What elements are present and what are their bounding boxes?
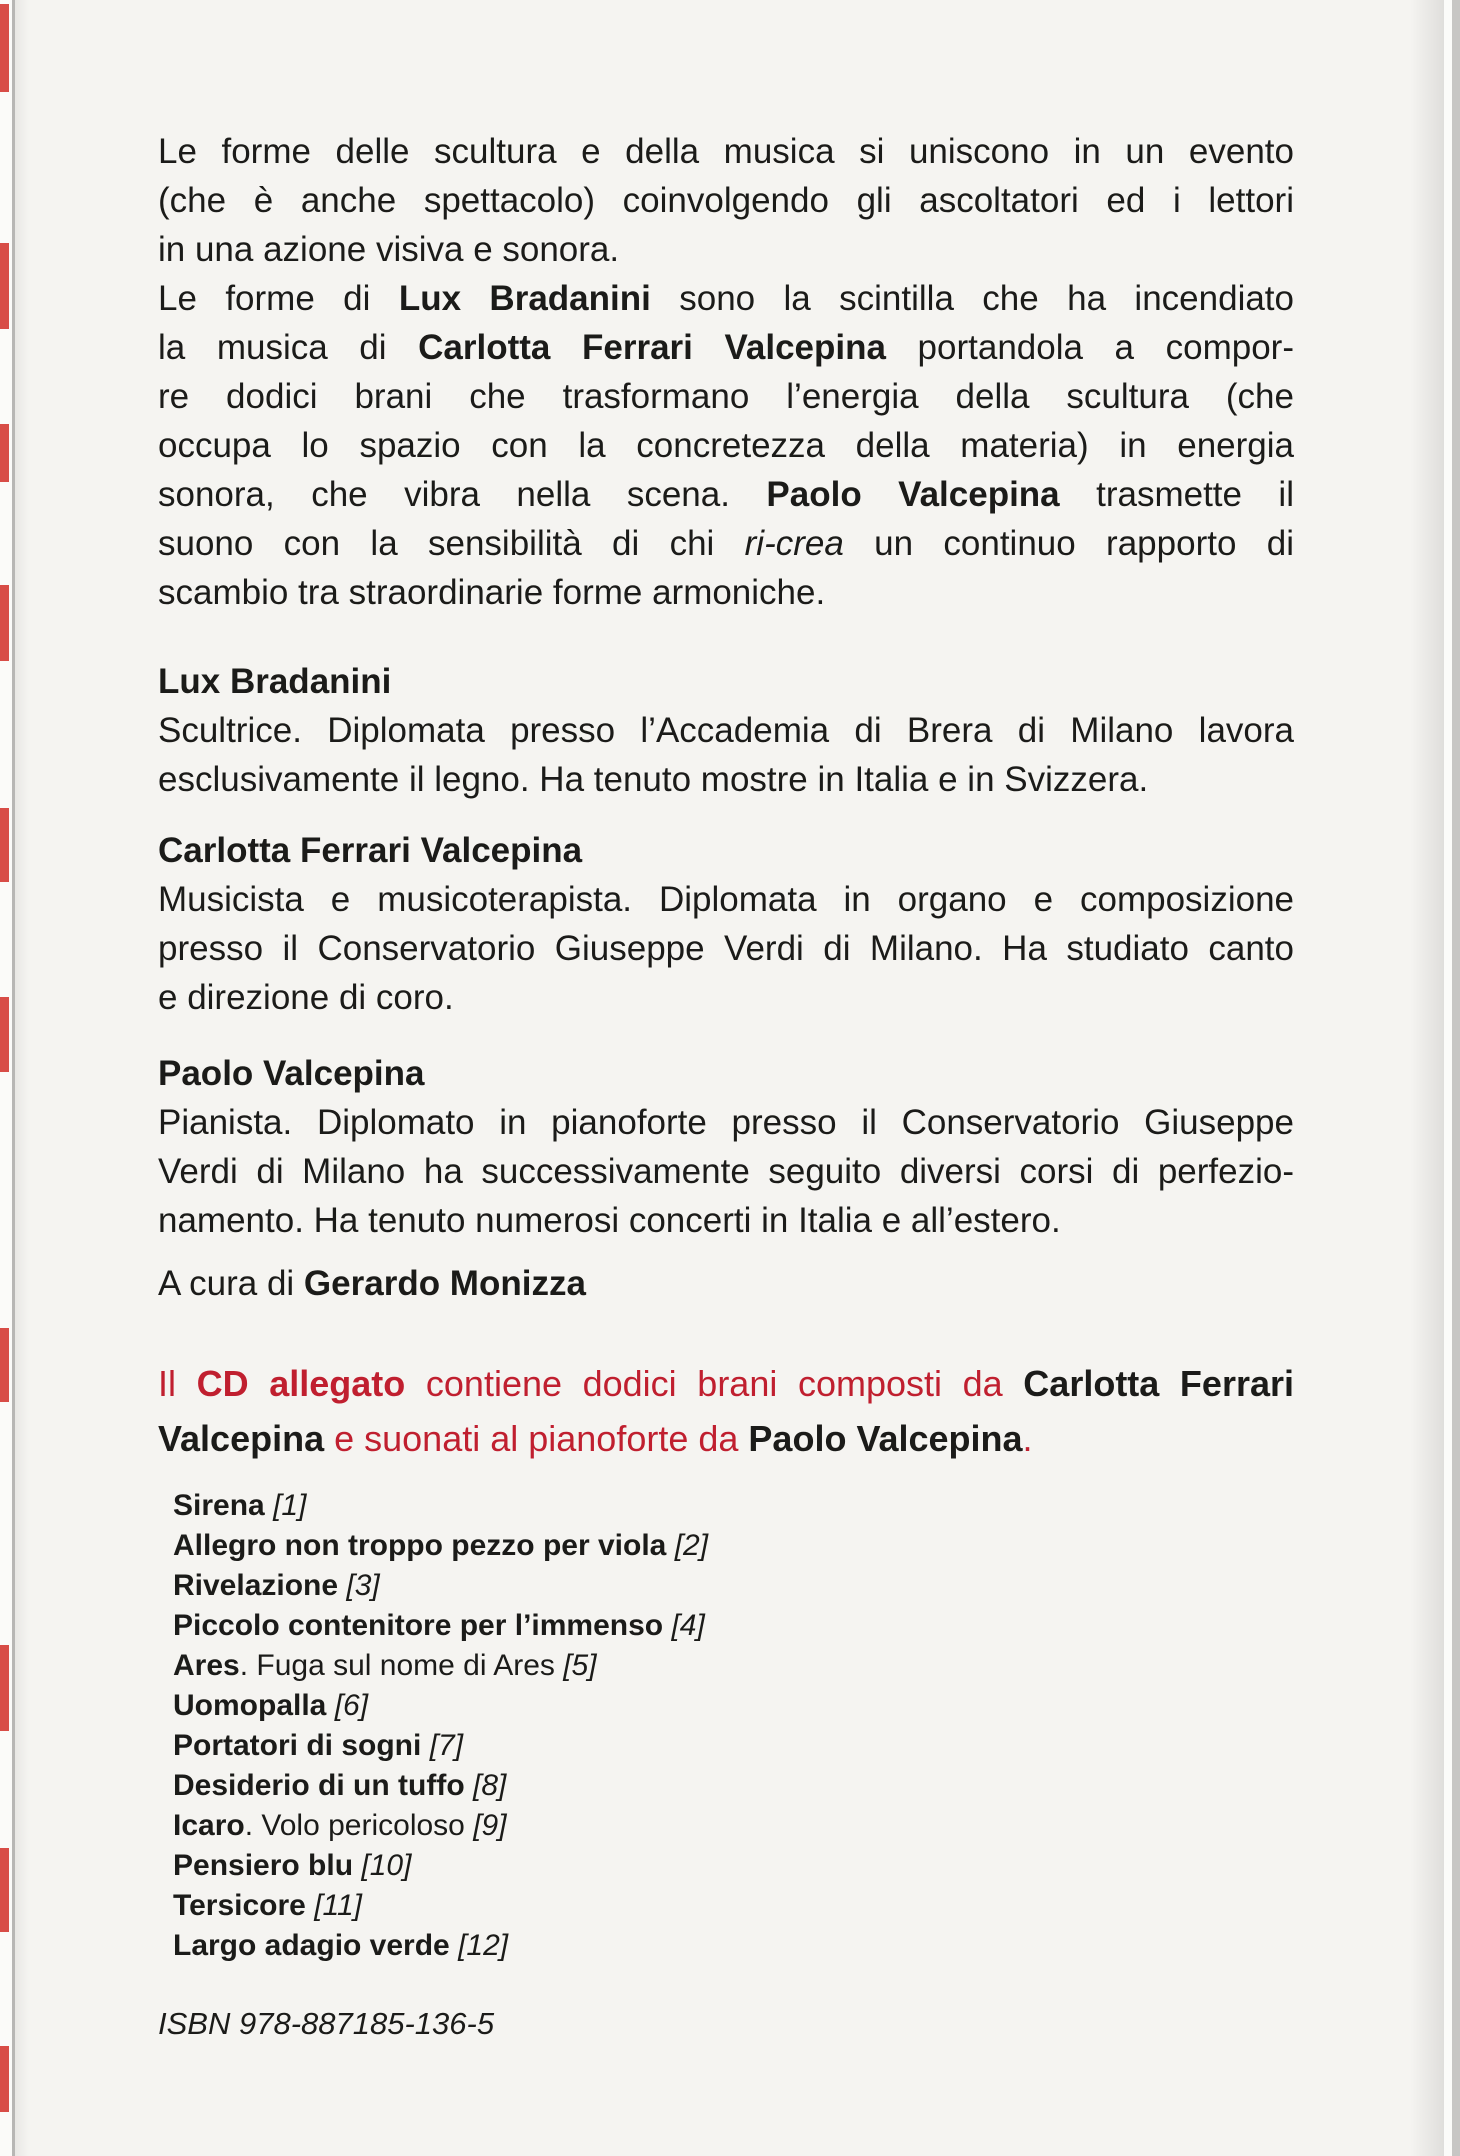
cd-note — [158, 1356, 1294, 1466]
text-segment: Portatori di sogni — [173, 1729, 422, 1762]
text-segment: Lux Bradanini — [158, 662, 392, 701]
text-line — [158, 421, 1294, 470]
text-segment: Carlotta Ferrari — [1023, 1363, 1294, 1404]
text-segment: Le forme di — [158, 279, 399, 318]
left-edge-red-mark — [0, 243, 9, 329]
text-segment: CD allegato — [196, 1363, 406, 1404]
left-edge-red-mark — [0, 808, 9, 882]
text-line — [158, 519, 1294, 568]
text-segment: Piccolo contenitore per l’immenso — [173, 1609, 664, 1642]
heading-carlotta-ferrari-valcepina — [158, 826, 1294, 875]
left-edge-red-mark — [0, 1848, 9, 1932]
heading-paolo-valcepina — [158, 1049, 1294, 1098]
text-segment: Lux Bradanini — [398, 279, 651, 318]
text-segment: Largo adagio verde — [173, 1929, 450, 1962]
text-line — [158, 657, 1294, 706]
bio-lux-bradanini — [158, 706, 1294, 804]
right-edge-shadow — [1410, 0, 1444, 2156]
text-line — [158, 755, 1294, 804]
text-line — [173, 1806, 1294, 1846]
text-line — [158, 225, 1294, 274]
text-segment: [12] — [458, 1929, 509, 1962]
text-segment: Ares — [173, 1649, 240, 1682]
text-line — [158, 875, 1294, 924]
text-segment: Uomopalla — [173, 1689, 327, 1722]
text-segment: Le forme delle scultura e della musica si uniscono in un evento — [158, 132, 1294, 171]
text-line — [173, 1886, 1294, 1926]
text-line — [158, 973, 1294, 1022]
text-segment: Paolo Valcepina — [766, 475, 1060, 514]
text-line — [158, 1196, 1294, 1245]
text-segment: Carlotta Ferrari Valcepina — [158, 831, 583, 870]
text-segment: Valcepina — [158, 1418, 325, 1459]
text-segment: e direzione di coro. — [158, 978, 454, 1017]
text-segment: Pianista. Diplomato in pianoforte presso il Conservatorio Giuseppe — [158, 1103, 1294, 1142]
bio-paolo-valcepina — [158, 1098, 1294, 1245]
text-segment: (che è anche spettacolo) coinvolgendo gli ascoltatori ed i lettori — [158, 181, 1294, 220]
text-segment: [11] — [314, 1889, 363, 1922]
text-segment — [421, 1729, 429, 1762]
text-line — [173, 1646, 1294, 1686]
left-edge-red-mark — [0, 585, 9, 661]
text-segment: Sirena — [173, 1489, 265, 1522]
intro-paragraph — [158, 127, 1294, 617]
text-segment: portandola a compor- — [885, 328, 1294, 367]
text-line — [158, 1147, 1294, 1196]
text-line — [173, 1926, 1294, 1966]
text-segment: [9] — [473, 1809, 507, 1842]
left-edge-red-mark — [0, 4, 9, 92]
page-text — [158, 127, 1294, 2044]
bio-carlotta-ferrari-valcepina — [158, 875, 1294, 1022]
text-line — [158, 176, 1294, 225]
text-line — [158, 706, 1294, 755]
text-line — [158, 323, 1294, 372]
text-segment: sonora, che vibra nella scena. — [158, 475, 767, 514]
text-segment: esclusivamente il legno. Ha tenuto mostre in Italia e in Svizzera. — [158, 760, 1149, 799]
left-edge-red-mark — [0, 1328, 9, 1402]
text-segment — [666, 1529, 674, 1562]
text-segment: ISBN 978-887185-136-5 — [158, 2006, 495, 2041]
isbn-line — [158, 2004, 1294, 2044]
text-line — [158, 1098, 1294, 1147]
text-segment: . Volo pericoloso — [244, 1809, 474, 1842]
text-segment: . Fuga sul nome di Ares — [239, 1649, 564, 1682]
text-segment: re dodici brani che trasformano l’energia della scultura (che — [158, 377, 1294, 416]
text-segment — [306, 1889, 314, 1922]
text-segment: Desiderio di un tuffo — [173, 1769, 465, 1802]
text-line — [158, 826, 1294, 875]
text-segment: la musica di — [158, 328, 419, 367]
text-segment: Tersicore — [173, 1889, 306, 1922]
text-line — [158, 924, 1294, 973]
page-fold-shadow — [15, 0, 29, 2156]
text-segment: Paolo Valcepina — [748, 1418, 1023, 1459]
track-list — [173, 1486, 1294, 1966]
text-segment: sono la scintilla che ha incendiato — [650, 279, 1294, 318]
text-segment — [465, 1769, 473, 1802]
text-segment: namento. Ha tenuto numerosi concerti in Italia e all’estero. — [158, 1201, 1061, 1240]
right-edge-highlight — [1444, 0, 1452, 2156]
left-edge-red-mark — [0, 424, 9, 482]
text-line — [158, 1259, 1294, 1308]
text-segment: Verdi di Milano ha successivamente seguito diversi corsi di perfezio- — [158, 1152, 1294, 1191]
text-segment: presso il Conservatorio Giuseppe Verdi di Milano. Ha studiato canto — [158, 929, 1294, 968]
text-segment: Carlotta Ferrari Valcepina — [418, 328, 886, 367]
text-segment: trasmette il — [1059, 475, 1294, 514]
text-line — [173, 1486, 1294, 1526]
text-line — [173, 1686, 1294, 1726]
text-segment: Il — [158, 1363, 197, 1404]
text-segment: [3] — [346, 1569, 380, 1602]
text-segment: contiene dodici brani composti da — [405, 1363, 1024, 1404]
text-segment: Paolo Valcepina — [158, 1054, 425, 1093]
text-segment: scambio tra straordinarie forme armoniche. — [158, 573, 826, 612]
text-segment: Rivelazione — [173, 1569, 339, 1602]
text-segment: ri-crea — [744, 524, 844, 563]
text-line — [173, 1726, 1294, 1766]
text-segment: [10] — [361, 1849, 412, 1882]
text-line — [158, 470, 1294, 519]
heading-lux-bradanini — [158, 657, 1294, 706]
left-edge-red-mark — [0, 997, 9, 1072]
text-line — [173, 1606, 1294, 1646]
text-line — [173, 1566, 1294, 1606]
text-segment: Scultrice. Diplomata presso l’Accademia di Brera di Milano lavora — [158, 711, 1294, 750]
right-scan-edge — [1452, 0, 1460, 2156]
text-segment: A cura di — [158, 1264, 304, 1303]
text-segment: occupa lo spazio con la concretezza della materia) in energia — [158, 426, 1294, 465]
text-line — [173, 1846, 1294, 1886]
text-segment: [5] — [563, 1649, 597, 1682]
text-line — [158, 274, 1294, 323]
text-line — [173, 1526, 1294, 1566]
text-segment: un continuo rapporto di — [843, 524, 1294, 563]
text-segment: Allegro non troppo pezzo per viola — [173, 1529, 667, 1562]
text-segment — [265, 1489, 273, 1522]
text-segment: [4] — [671, 1609, 705, 1642]
text-line — [158, 1356, 1294, 1411]
left-edge-red-mark — [0, 1645, 9, 1731]
text-segment: [1] — [273, 1489, 307, 1522]
text-line — [158, 372, 1294, 421]
text-line — [158, 1411, 1294, 1466]
text-segment: e suonati al pianoforte da — [324, 1418, 749, 1459]
text-segment: . — [1022, 1418, 1033, 1459]
text-segment: [7] — [429, 1729, 464, 1762]
text-line — [158, 568, 1294, 617]
text-segment: Musicista e musicoterapista. Diplomata in organo e composizione — [158, 880, 1294, 919]
text-segment — [450, 1929, 458, 1962]
text-segment — [326, 1689, 334, 1722]
text-segment: [2] — [674, 1529, 709, 1562]
text-segment: Gerardo Monizza — [303, 1264, 586, 1303]
left-edge-red-mark — [0, 2046, 9, 2112]
text-segment: in una azione visiva e sonora. — [158, 230, 620, 269]
text-line — [158, 2004, 1294, 2044]
text-line — [158, 127, 1294, 176]
text-segment: Pensiero blu — [173, 1849, 354, 1882]
text-segment: [6] — [334, 1689, 369, 1722]
text-line — [173, 1766, 1294, 1806]
curator-line — [158, 1259, 1294, 1308]
text-segment: suono con la sensibilità di chi — [158, 524, 745, 563]
text-segment: [8] — [473, 1769, 507, 1802]
text-line — [158, 1049, 1294, 1098]
text-segment: Icaro — [173, 1809, 245, 1842]
